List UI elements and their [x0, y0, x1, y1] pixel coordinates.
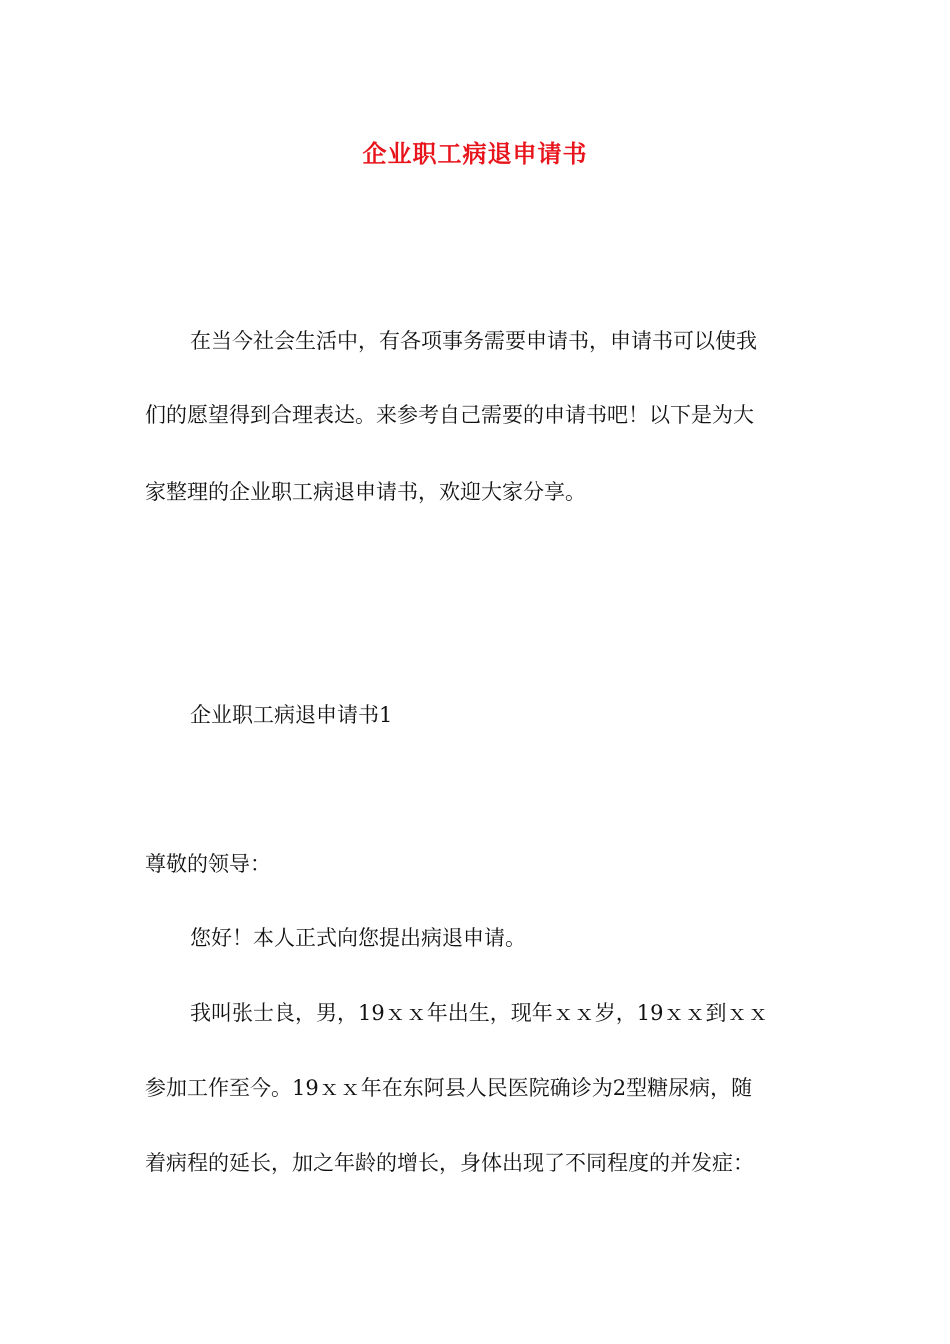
body-line-3: 着病程的延长，加之年龄的增长，身体出现了不同程度的并发症：	[145, 1151, 754, 1175]
greeting-line: 您好！本人正式向您提出病退申请。	[190, 926, 526, 950]
section-heading: 企业职工病退申请书1	[190, 703, 393, 727]
intro-line-2: 们的愿望得到合理表达。来参考自己需要的申请书吧！以下是为大	[145, 403, 754, 427]
body-line-1: 我叫张士良，男，19ｘｘ年出生，现年ｘｘ岁，19ｘｘ到ｘｘ	[190, 1001, 769, 1025]
body-line-2: 参加工作至今。19ｘｘ年在东阿县人民医院确诊为2型糖尿病，随	[145, 1076, 753, 1100]
salutation: 尊敬的领导：	[145, 852, 271, 876]
intro-line-1: 在当今社会生活中，有各项事务需要申请书，申请书可以使我	[190, 329, 757, 353]
document-title: 企业职工病退申请书	[362, 139, 588, 168]
intro-line-3: 家整理的企业职工病退申请书，欢迎大家分享。	[145, 480, 586, 504]
